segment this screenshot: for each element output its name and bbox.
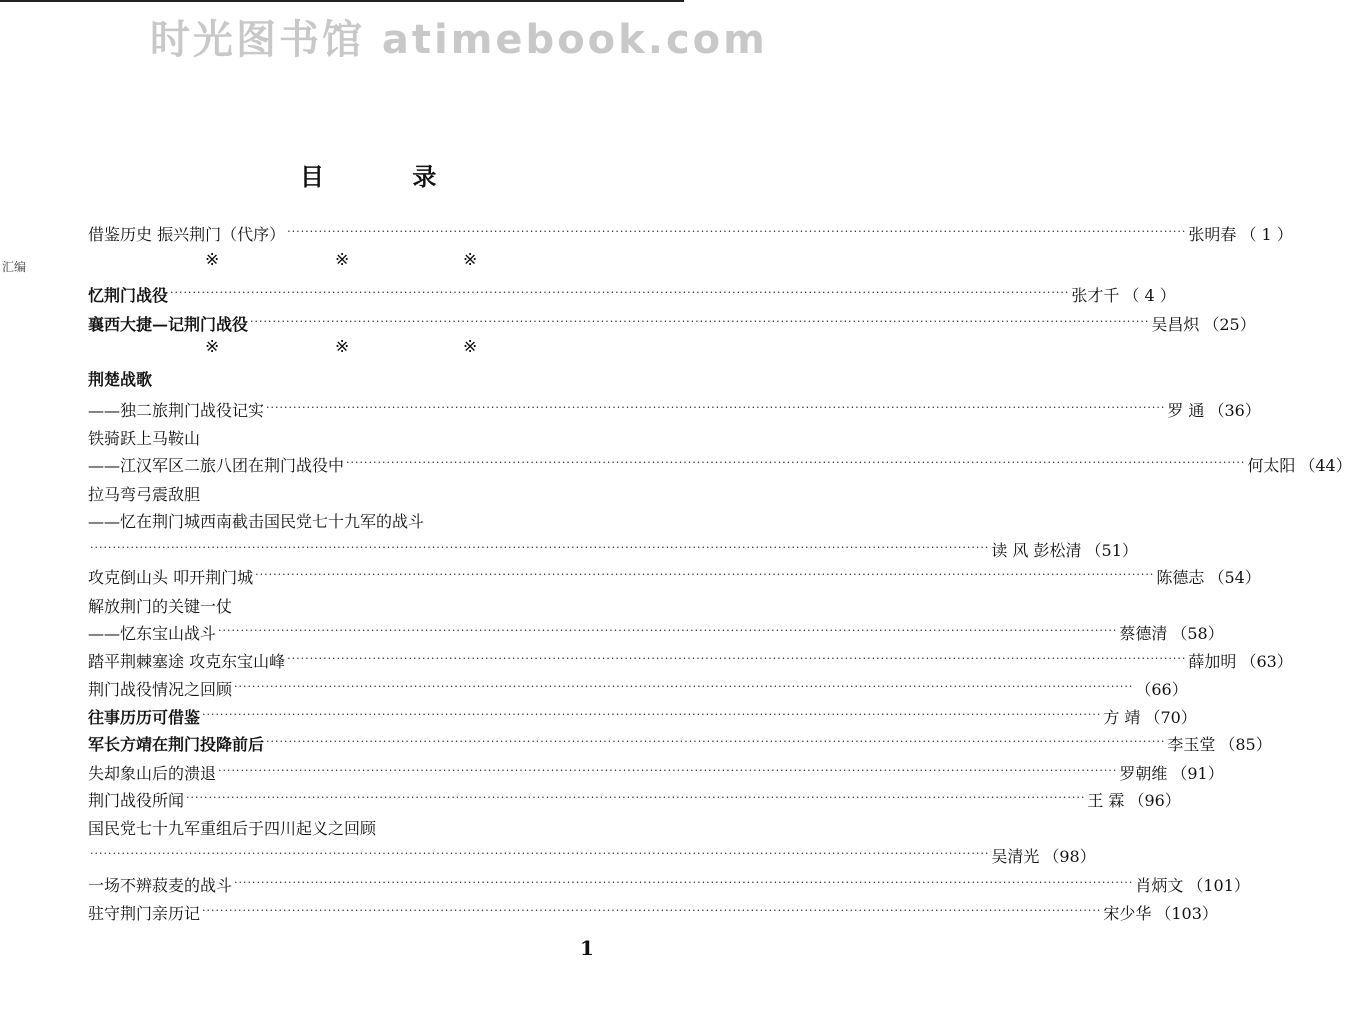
toc-entry-page: （85） bbox=[1219, 735, 1272, 754]
toc-leader-dots: ········································································································································································································ bbox=[287, 225, 1187, 238]
toc-entry-author: 罗 通 bbox=[1167, 401, 1205, 420]
toc-entry bbox=[88, 676, 1188, 700]
toc-entry bbox=[88, 221, 1293, 245]
toc-entry-title: 攻克倒山头 叩开荆门城 bbox=[88, 568, 254, 587]
toc-entry bbox=[88, 537, 1138, 561]
toc-entry bbox=[88, 900, 1218, 924]
toc-entry bbox=[88, 282, 1176, 306]
toc-entry-title: 借鉴历史 振兴荆门（代序） bbox=[88, 225, 286, 244]
toc-leader-dots: ········································································································································································································ bbox=[202, 904, 1102, 917]
toc-entry-page: （25） bbox=[1203, 315, 1256, 334]
toc-entry-page: （91） bbox=[1171, 764, 1224, 783]
toc-leader-dots: ········································································································································································································ bbox=[90, 541, 990, 554]
toc-leader-dots: ········································································································································································································ bbox=[186, 791, 1086, 804]
toc-entry bbox=[88, 425, 612, 449]
section-separator bbox=[88, 337, 612, 361]
toc-leader-dots: ········································································································································································································ bbox=[255, 568, 1155, 581]
toc-entry-author: 宋少华 bbox=[1103, 904, 1152, 923]
toc-entry bbox=[88, 508, 612, 532]
toc-entry bbox=[88, 760, 1224, 784]
toc-entry-page: （101） bbox=[1187, 876, 1250, 895]
toc-entry-page: （51） bbox=[1085, 541, 1138, 560]
toc-entry-title: 拉马弯弓震敌胆 bbox=[88, 485, 201, 504]
toc-entry-title: 忆荆门战役 bbox=[88, 286, 169, 305]
toc-leader-dots: ········································································································································································································ bbox=[266, 401, 1166, 414]
toc-entry-title: 往事历历可借鉴 bbox=[88, 708, 201, 727]
toc-entry-title: 一场不辨菽麦的战斗 bbox=[88, 876, 233, 895]
toc-entry-page: （44） bbox=[1299, 456, 1352, 475]
toc-entry bbox=[88, 366, 612, 390]
toc-entry-title: 荆门战役情况之回顾 bbox=[88, 680, 233, 699]
toc-entry-author: 蔡德清 bbox=[1119, 624, 1168, 643]
toc-entry-page: （ 1 ） bbox=[1240, 225, 1293, 244]
toc-entry-title: ——江汉军区二旅八团在荆门战役中 bbox=[88, 456, 345, 475]
toc-leader-dots: ········································································································································································································ bbox=[170, 286, 1070, 299]
toc-leader-dots: ········································································································································································································ bbox=[250, 315, 1150, 328]
toc-leader-dots: ········································································································································································································ bbox=[202, 708, 1102, 721]
toc-entry-page: （98） bbox=[1043, 847, 1096, 866]
separator-mark: ※ bbox=[205, 337, 220, 357]
toc-entry-title: ——忆东宝山战斗 bbox=[88, 624, 217, 643]
toc-entry bbox=[88, 593, 612, 617]
toc-entry bbox=[88, 452, 1352, 476]
toc-entry bbox=[88, 620, 1224, 644]
section-separator bbox=[88, 250, 612, 274]
page-number: 1 bbox=[580, 936, 594, 960]
top-rule bbox=[0, 0, 684, 2]
toc-entry bbox=[88, 481, 612, 505]
toc-entry-author: 罗朝维 bbox=[1119, 764, 1168, 783]
toc-entry-author: 读 风 彭松清 bbox=[991, 541, 1082, 560]
toc-entry-author: 吴昌炽 bbox=[1151, 315, 1200, 334]
toc-entry-author: 陈德志 bbox=[1156, 568, 1205, 587]
toc-entry-page: （ 4 ） bbox=[1123, 286, 1176, 305]
toc-entry bbox=[88, 787, 1181, 811]
toc-entry-title: 襄西大捷—记荆门战役 bbox=[88, 315, 249, 334]
toc-leader-dots: ········································································································································································································ bbox=[346, 456, 1246, 469]
toc-entry bbox=[88, 843, 1096, 867]
toc-entry-page: （103） bbox=[1155, 904, 1218, 923]
toc-entry-page: （66） bbox=[1135, 680, 1188, 699]
toc-leader-dots: ········································································································································································································ bbox=[90, 847, 990, 860]
side-mark: 汇编 bbox=[2, 260, 27, 274]
toc-entry-title: 国民党七十九军重组后于四川起义之回顾 bbox=[88, 819, 377, 838]
page-title: 目 录 bbox=[300, 162, 477, 191]
separator-mark: ※ bbox=[463, 250, 478, 270]
toc-entry-author: 王 霖 bbox=[1087, 791, 1125, 810]
toc-entry bbox=[88, 648, 1293, 672]
separator-mark: ※ bbox=[335, 337, 350, 357]
toc-entry-author: 方 靖 bbox=[1103, 708, 1141, 727]
toc-entry-author: 李玉堂 bbox=[1167, 735, 1216, 754]
toc-entry-title: 驻守荆门亲历记 bbox=[88, 904, 201, 923]
watermark: 时光图书馆 atimebook.com bbox=[150, 17, 768, 63]
toc-leader-dots: ········································································································································································································ bbox=[218, 624, 1118, 637]
toc-entry-page: （36） bbox=[1208, 401, 1261, 420]
toc-entry-author: 薛加明 bbox=[1188, 652, 1237, 671]
toc-entry-title: 铁骑跃上马鞍山 bbox=[88, 429, 201, 448]
toc-entry-page: （96） bbox=[1128, 791, 1181, 810]
toc-entry-title: 解放荆门的关键一仗 bbox=[88, 597, 233, 616]
toc-entry-title: ——忆在荆门城西南截击国民党七十九军的战斗 bbox=[88, 512, 425, 531]
toc-entry-title: 荆楚战歌 bbox=[88, 370, 153, 389]
toc-entry bbox=[88, 731, 1272, 755]
toc-entry-author: 张明春 bbox=[1188, 225, 1237, 244]
toc-leader-dots: ········································································································································································································ bbox=[234, 680, 1134, 693]
toc-entry-page: （58） bbox=[1171, 624, 1224, 643]
toc-entry-title: 失却象山后的溃退 bbox=[88, 764, 217, 783]
toc-entry bbox=[88, 815, 612, 839]
toc-entry-title: 军长方靖在荆门投降前后 bbox=[88, 735, 265, 754]
toc-entry bbox=[88, 311, 1256, 335]
toc-entry-author: 肖炳文 bbox=[1135, 876, 1184, 895]
toc-entry-page: （63） bbox=[1240, 652, 1293, 671]
toc-entry-title: 踏平荆棘塞途 攻克东宝山峰 bbox=[88, 652, 286, 671]
toc-entry bbox=[88, 397, 1261, 421]
toc-entry-author: 吴清光 bbox=[991, 847, 1040, 866]
toc-entry bbox=[88, 564, 1261, 588]
toc-entry bbox=[88, 704, 1197, 728]
toc-entry-page: （70） bbox=[1144, 708, 1197, 727]
toc-entry-author: 张才千 bbox=[1071, 286, 1120, 305]
separator-mark: ※ bbox=[463, 337, 478, 357]
toc-entry-page: （54） bbox=[1208, 568, 1261, 587]
toc-leader-dots: ········································································································································································································ bbox=[266, 735, 1166, 748]
toc-leader-dots: ········································································································································································································ bbox=[287, 652, 1187, 665]
toc-entry-author: 何太阳 bbox=[1247, 456, 1296, 475]
toc-entry bbox=[88, 872, 1250, 896]
separator-mark: ※ bbox=[205, 250, 220, 270]
toc-leader-dots: ········································································································································································································ bbox=[218, 764, 1118, 777]
toc-entry-title: 荆门战役所闻 bbox=[88, 791, 185, 810]
separator-mark: ※ bbox=[335, 250, 350, 270]
toc-entry-title: ——独二旅荆门战役记实 bbox=[88, 401, 265, 420]
toc-leader-dots: ········································································································································································································ bbox=[234, 876, 1134, 889]
